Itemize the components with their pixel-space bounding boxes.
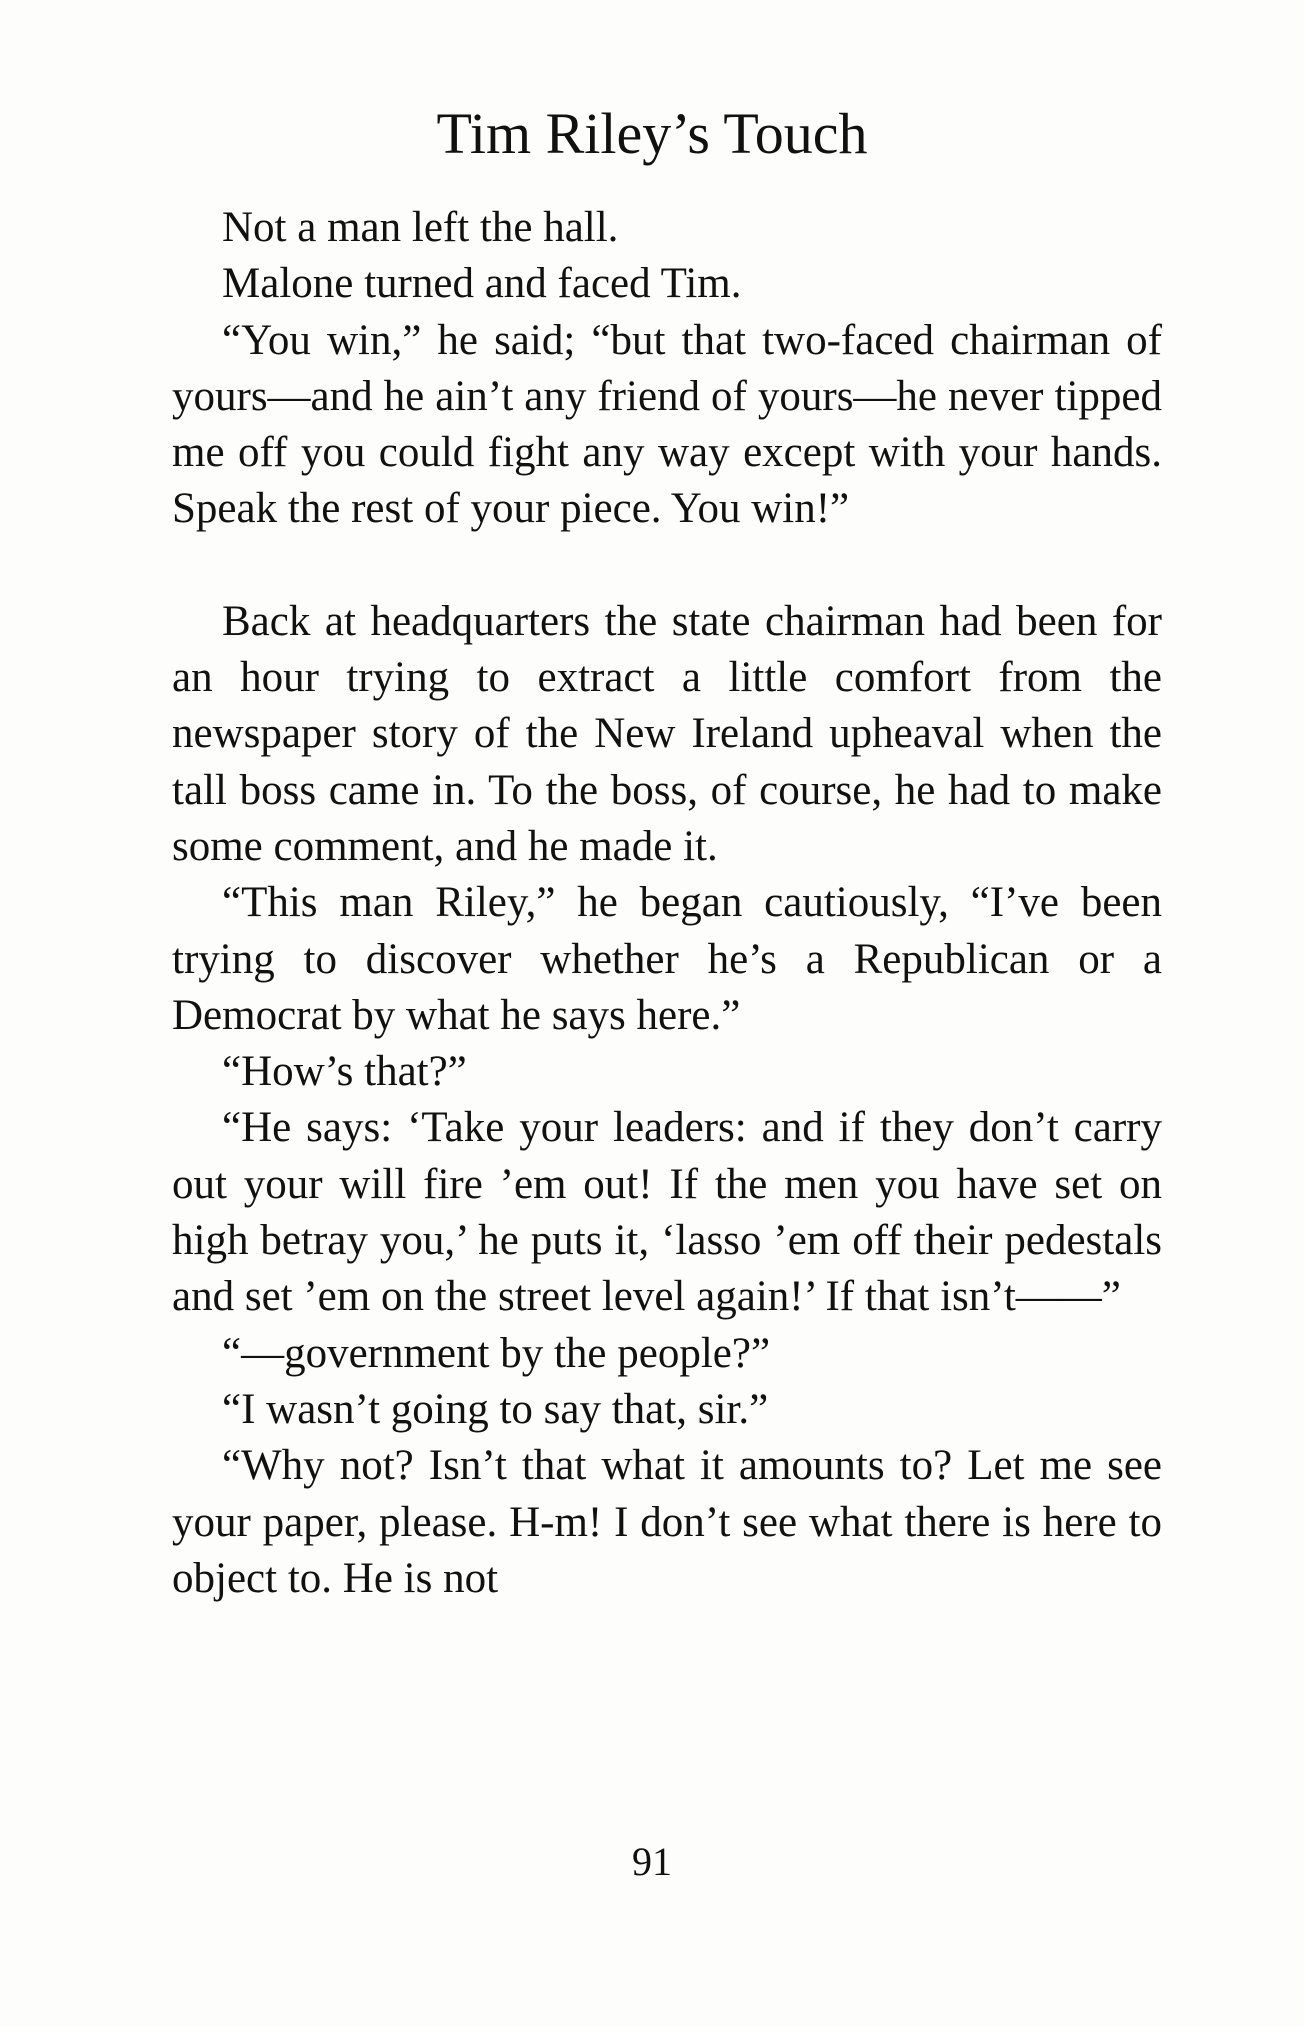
- body-text: [172, 200, 1162, 1607]
- paragraph: “This man Riley,” he began cautiously, “I’ve been trying to discover whether he’s a Republican or a Democrat by what he says here.”: [172, 879, 1162, 1039]
- paragraph: “I wasn’t going to say that, sir.”: [222, 1385, 769, 1433]
- page-number: 91: [632, 1839, 672, 1884]
- paragraph: “He says: ‘Take your leaders: and if they don’t carry out your will fire ’em out! If the men you have set on high betray you,’ he puts it, ‘lasso ’em off their pedestals and set ’em on the street level again!’ If that isn’t——”: [172, 1104, 1162, 1321]
- paragraph: Back at headquarters the state chairman had been for an hour trying to extract a little comfort from the newspaper story of the New Ireland upheaval when the tall boss came in. To the boss, of course, he had to make some comment, and he made it.: [172, 597, 1162, 870]
- paragraph: “Why not? Isn’t that what it amounts to? Let me see your paper, please. H-m! I don’t see what there is here to object to. He is not: [172, 1442, 1162, 1602]
- running-head: Tim Riley’s Touch: [436, 101, 868, 166]
- paragraph: “How’s that?”: [222, 1048, 467, 1096]
- paragraph: “—government by the people?”: [222, 1329, 771, 1377]
- paragraph: “You win,” he said; “but that two-faced chairman of yours—and he ain’t any friend of yours—he never tipped me off you could fight any way except with your hands. Speak the rest of your piece. You win!”: [172, 316, 1162, 533]
- paragraph: Malone turned and faced Tim.: [222, 260, 742, 308]
- paragraph: Not a man left the hall.: [222, 204, 619, 251]
